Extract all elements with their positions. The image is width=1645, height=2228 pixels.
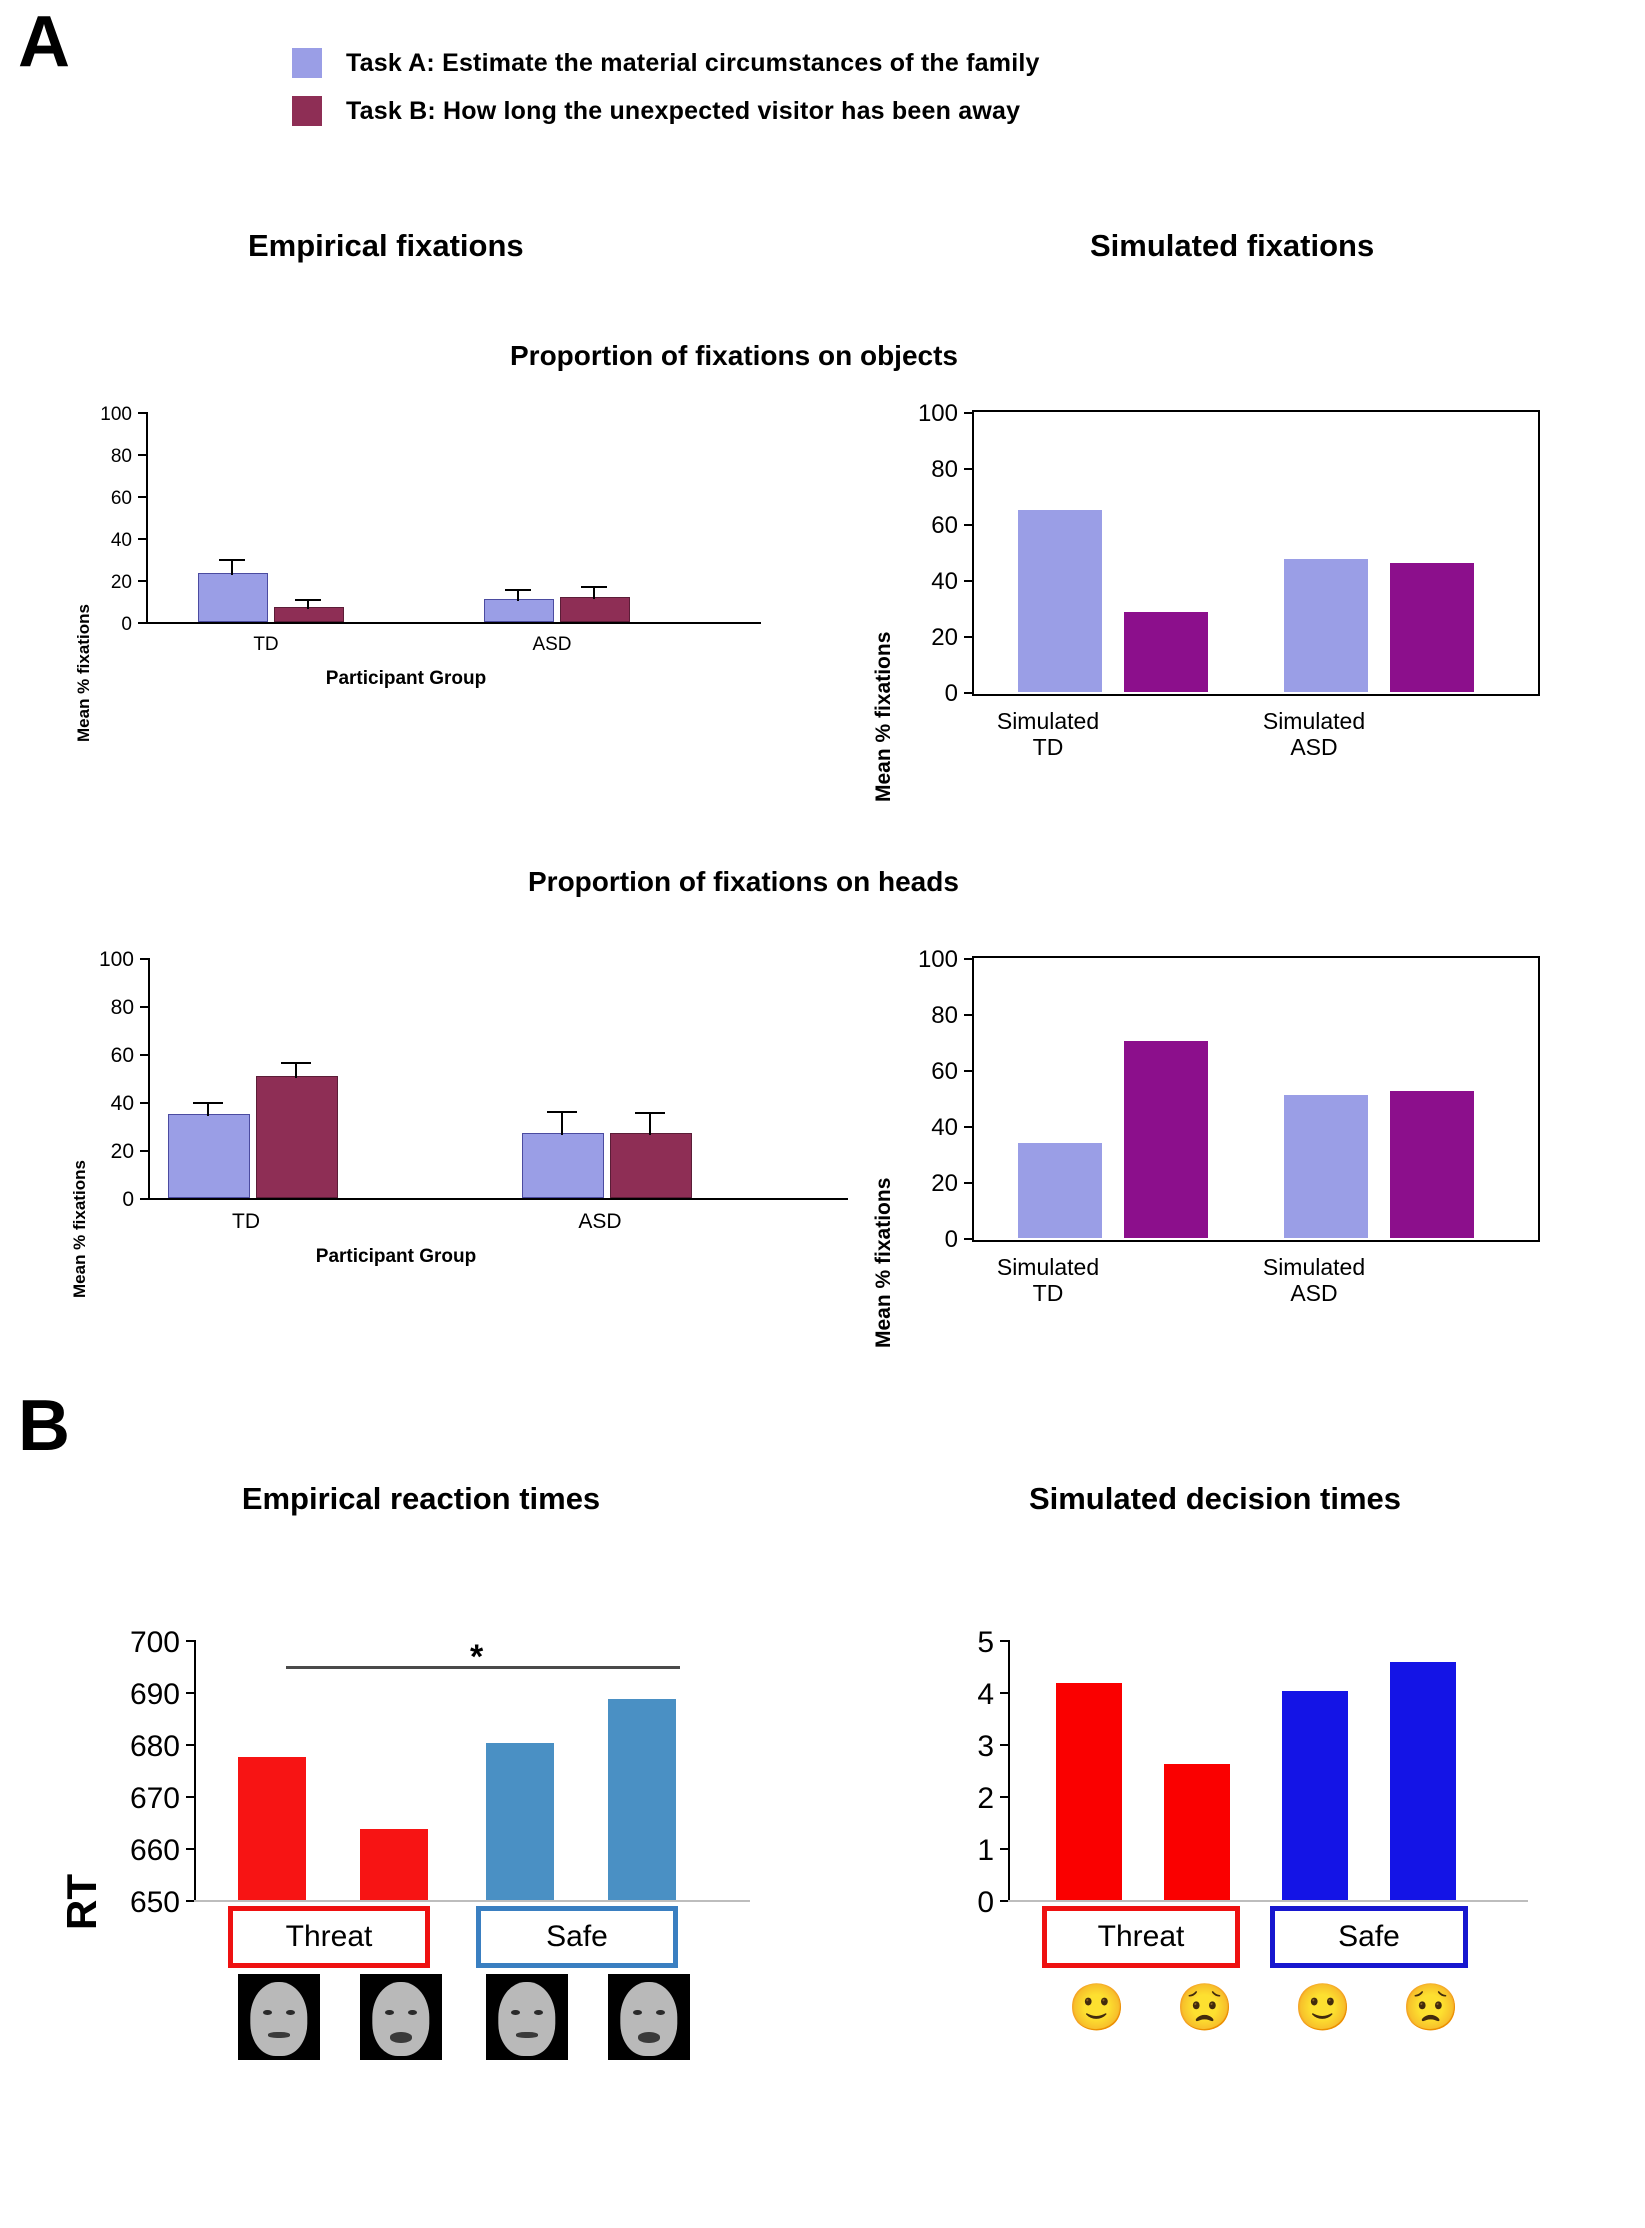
header-proportion-objects: Proportion of fixations on objects [510, 340, 958, 371]
legend-swatch-task-a [292, 48, 322, 78]
errorcap-heads-asd-task-a [547, 1111, 577, 1113]
bar-sim-asd-task-a [1284, 559, 1368, 692]
c1-x-axis-label: Participant Group [325, 668, 487, 689]
bar-heads-td-task-a [168, 1114, 250, 1198]
c3-xtick-td: TD [232, 1210, 260, 1233]
c1-ytick-40: 40 [110, 530, 132, 551]
c4-xtick-sim-td-line2: TD [1032, 1280, 1064, 1307]
header-simulated-fixations: Simulated fixations [1090, 228, 1375, 263]
c1-y-axis-label: Mean % fixations [74, 604, 93, 742]
c2-xtick-sim-td-line2: TD [1032, 734, 1064, 761]
errorcap-heads-asd-task-b [635, 1112, 665, 1114]
errorbar-asd-task-b [593, 588, 595, 599]
bar-dt-safe-neutral [1282, 1691, 1348, 1900]
chart-empirical-objects [40, 404, 780, 812]
c2-xtick-sim-td [958, 708, 1138, 761]
c3-x-axis-label: Participant Group [315, 1246, 477, 1267]
c1-ytick-80: 80 [110, 446, 132, 467]
chart-empirical-heads [40, 948, 840, 1378]
errorbar-asd-task-a [517, 591, 519, 601]
c5-ytick-700: 700 [129, 1626, 180, 1659]
c3-ytick-60: 60 [110, 1044, 134, 1067]
c5-x-axis [194, 1900, 750, 1902]
c2-ytick-40: 40 [931, 568, 958, 595]
c3-y-axis-label: Mean % fixations [70, 1160, 89, 1298]
bar-rt-safe-fearful [608, 1699, 676, 1900]
errorcap-heads-td-task-a [193, 1102, 223, 1104]
bar-dt-safe-worried [1390, 1662, 1456, 1900]
errorcap-asd-task-b [581, 586, 607, 588]
bar-dt-threat-worried [1164, 1764, 1230, 1900]
c1-ytick-100: 100 [100, 404, 132, 425]
header-empirical-fixations: Empirical fixations [248, 228, 524, 263]
c4-ytick-20: 20 [931, 1170, 958, 1197]
chart-simulated-decision-times [930, 1626, 1630, 2200]
condition-box-safe-left: Safe [476, 1906, 678, 1968]
c1-xtick-asd: ASD [532, 634, 572, 655]
bar-simheads-asd-task-a [1284, 1095, 1368, 1238]
c2-ytick-0: 0 [944, 680, 958, 707]
c4-ytick-0: 0 [944, 1226, 958, 1253]
c2-ytick-60: 60 [931, 512, 958, 539]
c6-ytick-3: 3 [977, 1730, 994, 1763]
legend-item-task-b [292, 96, 1040, 126]
panel-b-letter: B [18, 1386, 70, 1466]
bar-asd-task-a [484, 599, 554, 622]
c2-y-axis-label: Mean % fixations [872, 631, 895, 802]
c6-ytick-1: 1 [977, 1834, 994, 1867]
bar-simheads-asd-task-b [1390, 1091, 1474, 1238]
c5-y-axis-label: RT [58, 1874, 105, 1930]
emoji-safe-neutral: 🙂 [1294, 1981, 1352, 2033]
chart-simulated-objects [860, 400, 1600, 842]
c4-y-axis-label: Mean % fixations [872, 1177, 895, 1348]
bar-asd-task-b [560, 597, 630, 622]
c5-ytick-650: 650 [129, 1886, 180, 1919]
c4-ytick-40: 40 [931, 1114, 958, 1141]
bar-sim-td-task-b [1124, 612, 1208, 692]
errorbar-heads-td-task-b [295, 1064, 297, 1078]
bar-heads-asd-task-a [522, 1133, 604, 1198]
significance-star: * [470, 1638, 484, 1676]
c3-ytick-100: 100 [98, 948, 134, 971]
header-proportion-heads: Proportion of fixations on heads [528, 866, 959, 897]
emoji-safe-worried: 😟 [1402, 1981, 1460, 2033]
errorcap-asd-task-a [505, 589, 531, 591]
condition-box-threat-left: Threat [228, 1906, 430, 1968]
c2-xtick-sim-asd-line2: ASD [1290, 734, 1338, 761]
c4-xtick-sim-asd-line1: Simulated [1262, 1254, 1366, 1280]
legend [292, 48, 1040, 144]
condition-box-safe-right: Safe [1270, 1906, 1468, 1968]
errorcap-td-task-b [295, 599, 321, 601]
bar-heads-asd-task-b [610, 1133, 692, 1198]
c3-x-axis [148, 1198, 848, 1200]
c5-ytick-690: 690 [129, 1678, 180, 1711]
panel-b-left-title: Empirical reaction times [241, 1481, 601, 1516]
bar-sim-td-task-a [1018, 510, 1102, 692]
panel-b-right-title: Simulated decision times [1028, 1481, 1402, 1516]
c1-ytick-20: 20 [110, 572, 132, 593]
bar-rt-safe-happy [486, 1743, 554, 1900]
c4-ytick-100: 100 [917, 946, 958, 973]
c1-ytick-0: 0 [121, 614, 132, 635]
c4-xtick-sim-td [958, 1254, 1138, 1307]
c2-xtick-sim-td-line1: Simulated [996, 708, 1100, 734]
errorbar-td-task-a [231, 561, 233, 575]
c3-ytick-0: 0 [122, 1188, 134, 1211]
errorcap-td-task-a [219, 559, 245, 561]
chart-simulated-heads [860, 946, 1600, 1388]
c6-ytick-0: 0 [977, 1886, 994, 1919]
bar-simheads-td-task-a [1018, 1143, 1102, 1238]
face-thumbnail-safe-fearful [608, 1974, 690, 2060]
bar-simheads-td-task-b [1124, 1041, 1208, 1238]
c4-ytick-60: 60 [931, 1058, 958, 1085]
c1-x-axis [146, 622, 761, 624]
errorbar-heads-td-task-a [207, 1104, 209, 1116]
c2-ytick-20: 20 [931, 624, 958, 651]
bar-td-task-b [274, 607, 344, 622]
legend-label-task-a: Task A: Estimate the material circumstances of the family [346, 48, 1040, 77]
c6-ytick-4: 4 [977, 1678, 994, 1711]
c4-xtick-sim-td-line1: Simulated [996, 1254, 1100, 1280]
c6-x-axis [1008, 1900, 1528, 1902]
bar-heads-td-task-b [256, 1076, 338, 1198]
c4-ytick-80: 80 [931, 1002, 958, 1029]
bar-rt-threat-fearful [360, 1829, 428, 1900]
c2-xtick-sim-asd [1224, 708, 1404, 761]
c1-plot-area [146, 412, 761, 622]
condition-box-threat-right: Threat [1042, 1906, 1240, 1968]
chart-empirical-reaction-times [50, 1626, 830, 2200]
c3-xtick-asd: ASD [578, 1210, 622, 1233]
c2-ytick-100: 100 [917, 400, 958, 427]
c4-xtick-sim-asd-line2: ASD [1290, 1280, 1338, 1307]
errorbar-heads-asd-task-a [561, 1113, 563, 1135]
face-thumbnail-threat-happy [238, 1974, 320, 2060]
c5-plot-area [194, 1640, 750, 1900]
panel-a-letter: A [18, 2, 70, 82]
c3-ytick-80: 80 [110, 996, 134, 1019]
c5-ytick-680: 680 [129, 1730, 180, 1763]
errorbar-td-task-b [307, 601, 309, 609]
c3-ytick-20: 20 [110, 1140, 134, 1163]
face-thumbnail-threat-fearful [360, 1974, 442, 2060]
c6-plot-area [1008, 1640, 1528, 1900]
c3-ytick-40: 40 [110, 1092, 134, 1115]
c2-xtick-sim-asd-line1: Simulated [1262, 708, 1366, 734]
legend-label-task-b: Task B: How long the unexpected visitor has been away [346, 96, 1021, 125]
c3-plot-area [148, 958, 848, 1198]
c5-ytick-670: 670 [129, 1782, 180, 1815]
face-thumbnail-safe-happy [486, 1974, 568, 2060]
legend-item-task-a [292, 48, 1040, 78]
c6-ytick-5: 5 [977, 1626, 994, 1659]
c6-ytick-2: 2 [977, 1782, 994, 1815]
bar-td-task-a [198, 573, 268, 622]
errorcap-heads-td-task-b [281, 1062, 311, 1064]
bar-dt-threat-neutral [1056, 1683, 1122, 1900]
bar-sim-asd-task-b [1390, 563, 1474, 692]
c5-ytick-660: 660 [129, 1834, 180, 1867]
c4-plot-area [974, 958, 1538, 1238]
emoji-threat-neutral: 🙂 [1068, 1981, 1126, 2033]
c4-xtick-sim-asd [1224, 1254, 1404, 1307]
emoji-threat-worried: 😟 [1176, 1981, 1234, 2033]
c2-plot-area [974, 412, 1538, 692]
c2-ytick-80: 80 [931, 456, 958, 483]
bar-rt-threat-happy [238, 1757, 306, 1900]
errorbar-heads-asd-task-b [649, 1114, 651, 1135]
c1-ytick-60: 60 [110, 488, 132, 509]
c1-xtick-td: TD [253, 634, 279, 655]
legend-swatch-task-b [292, 96, 322, 126]
